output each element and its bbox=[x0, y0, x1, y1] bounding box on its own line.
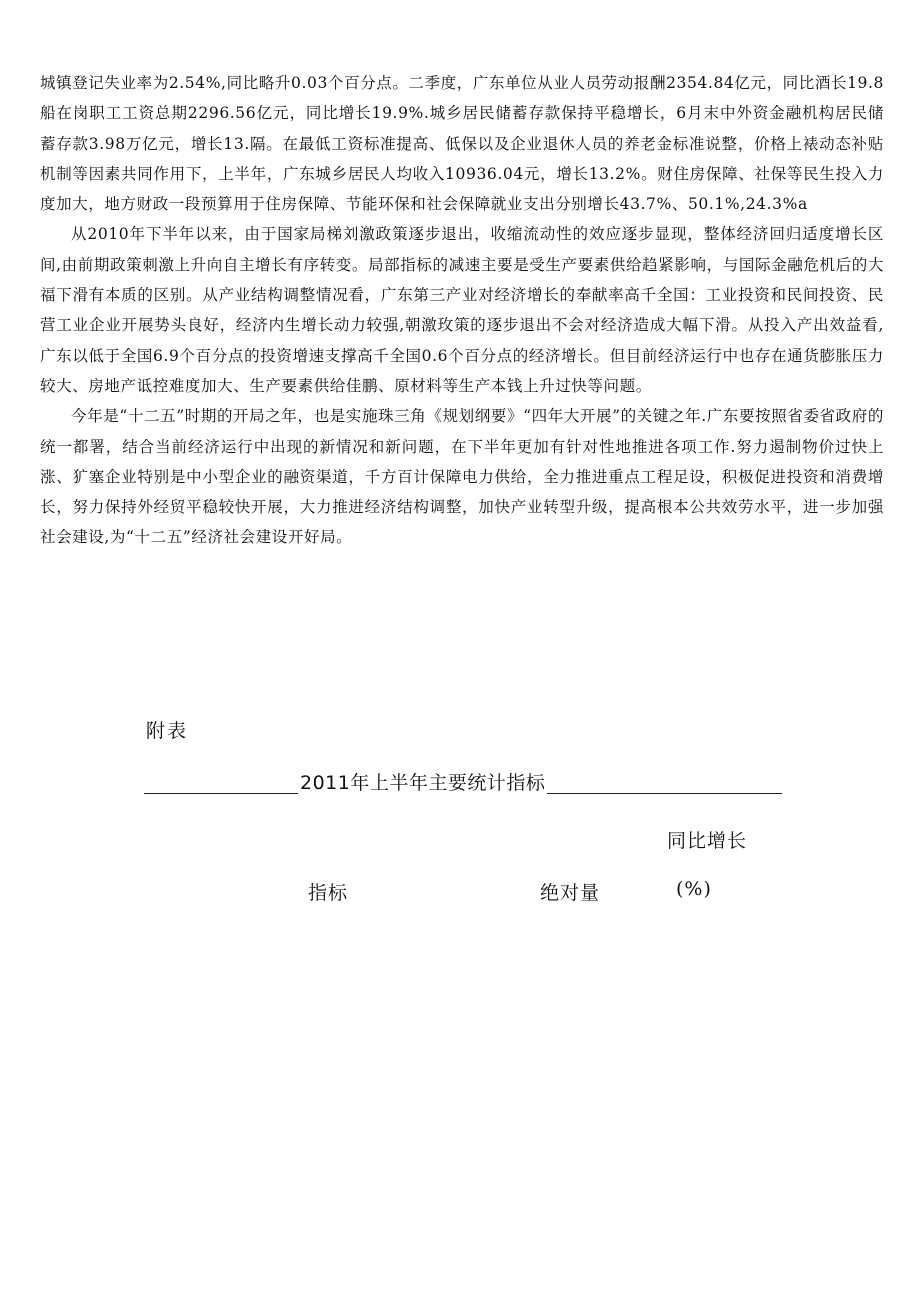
table-title-row bbox=[144, 768, 782, 796]
appendix-label: 附表 bbox=[146, 720, 189, 742]
column-header-absolute: 绝对量 bbox=[540, 882, 601, 904]
column-header-growth-unit: (%) bbox=[676, 878, 712, 900]
paragraph-1: 城镇登记失业率为2.54%,同比略升0.03个百分点。二季度，广东单位从业人员劳动报酬2354.84亿元，同比酒长19.8船在岗职工工资总期2296.56亿元，同比增长19.9%.城乡居民储蓄存款保持平稳增长，6月末中外资金融机构居民储蓄存款3.98万亿元，增长13.隔。在最低工资标准提高、低保以及企业退休人员的养老金标准说整，价格上裱动态补贴机制等因素共同作用下，上半年，广东城乡居民人均收入10936.04元，增长13.2%。财住房保障、社保等民生投入力度加大，地方财政一段预算用于住房保障、节能环保和社会保障就业支出分别增长43.7%、50.1%,24.3%a bbox=[40, 74, 884, 214]
table-title: 2011年上半年主要统计指标 bbox=[298, 768, 547, 795]
body-text bbox=[40, 68, 884, 553]
column-header-indicator: 指标 bbox=[308, 882, 349, 904]
paragraph-2: 从2010年下半年以来，由于国家局梯刘激政策逐步退出，收缩流动性的效应逐步显现，整体经济回归适度增长区间,由前期政策刺激上升向自主增长有序转变。局部指标的减速主要是受生产要素供给趋紧影响，与国际金融危机后的大福下滑有本质的区别。从产业结构调整情况看，广东第三产业对经济增长的奉献率高千全国：工业投资和民间投资、民营工业企业开展势头良好，经济内生增长动力较强,朝激玫策的逐步退出不会对经济造成大幅下滑。从投入产出效益看,广东以低于全国6.9个百分点的投资增速支撑高千全国0.6个百分点的经济增长。但目前经济运行中也存在通货膨胀压力较大、房地产诋控难度加大、生产要素供给佳鹏、原材料等生产本钱上升过快等问题。 bbox=[40, 225, 884, 395]
paragraph-3: 今年是“十二五”时期的开局之年，也是实施珠三角《规划纲要》“四年大开展”的关键之年.广东要按照省委省政府的统一都署，结合当前经济运行中出现的新情况和新问题，在下半年更加有针对性地推进各项工作.努力遏制物价过快上涨、犷塞企业特别是中小型企业的融资渠道，千方百计保障电力供给，全力推进重点工程足设，积极促进投资和消费增长，努力保持外经贸平稳较快开展，大力推进经济结构调整，加快产业转型升级，提高根本公共效劳水平，进一步加强社会建设,为“十二五”经济社会建设开好局。 bbox=[40, 407, 884, 547]
column-header-growth: 同比增长 bbox=[667, 830, 748, 852]
